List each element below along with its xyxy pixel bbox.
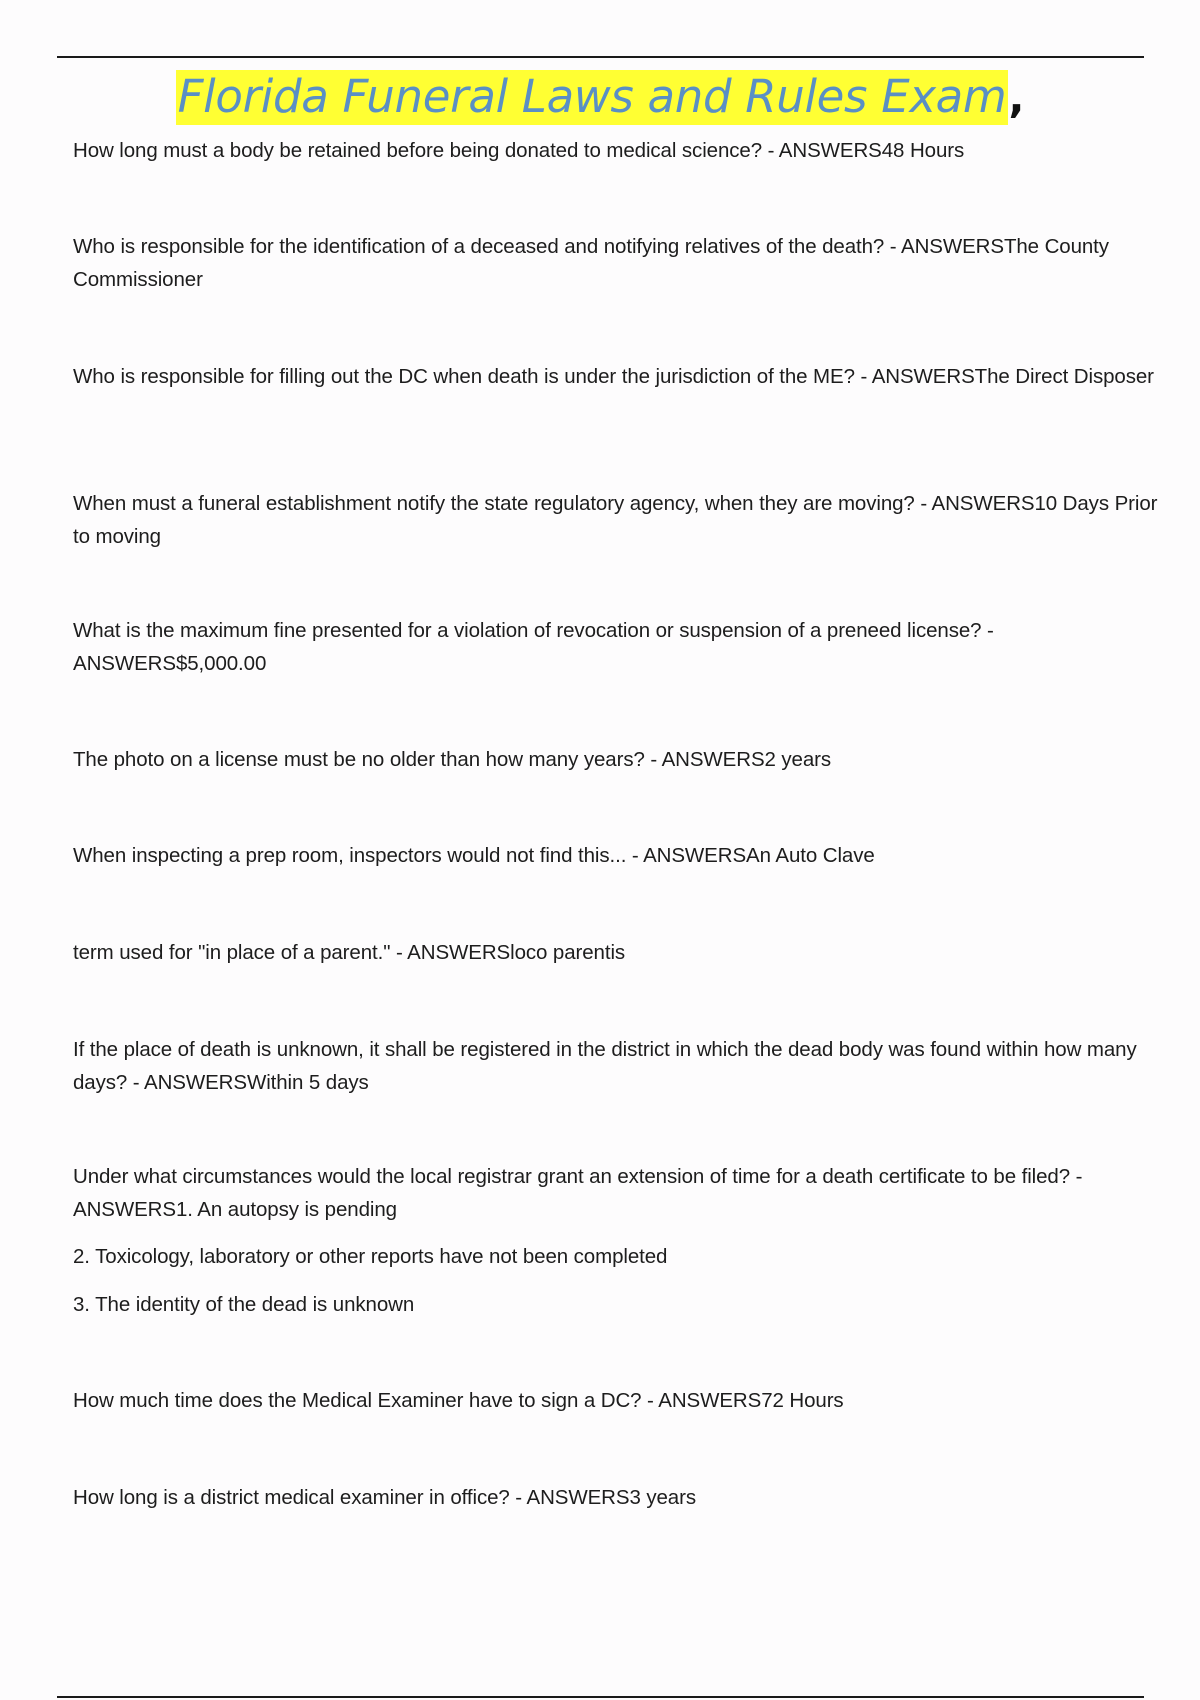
question: What is the maximum fine presented for a violation of revocation or suspension of a preneed license? - [73,619,994,642]
question: Who is responsible for filling out the DC when death is under the jurisdiction of the ME? - [73,365,872,388]
qa-item-10-extra-1: 2. Toxicology, laboratory or other reports have not been completed [73,1245,668,1268]
question: How much time does the Medical Examiner have to sign a DC? - [73,1389,659,1412]
answer: ANSWERS48 Hours [778,139,965,162]
answer: ANSWERSAn Auto Clave [643,844,875,867]
question: How long must a body be retained before being donated to medical science? - [73,139,779,162]
answer: ANSWERS3 years [526,1486,696,1509]
qa-item-8 [73,936,1163,969]
qa-item-1 [73,134,1163,167]
qa-item-10-extra-2: 3. The identity of the dead is unknown [73,1293,415,1316]
qa-item-11 [73,1384,1163,1417]
top-rule [57,56,1144,58]
qa-item-6 [73,743,1163,776]
qa-item-10 [73,1160,1163,1226]
question: How long is a district medical examiner in office? - [73,1486,527,1509]
question: term used for "in place of a parent." - [73,941,408,964]
title-row [0,70,1200,125]
question: When inspecting a prep room, inspectors would not find this... - [73,844,644,867]
qa-item-7 [73,839,1163,872]
qa-item-5 [73,614,1163,680]
answer: ANSWERS1. An autopsy is pending [73,1198,397,1221]
answer: ANSWERS2 years [661,748,832,771]
question: When must a funeral establishment notify the state regulatory agency, when they are moving? - [73,492,932,515]
question: The photo on a license must be no older than how many years? - [73,748,662,771]
bottom-rule [57,1696,1144,1698]
qa-item-4 [73,487,1163,553]
qa-item-9 [73,1033,1163,1099]
qa-item-2 [73,230,1163,296]
answer: ANSWERSWithin 5 days [144,1071,369,1094]
answer: ANSWERS72 Hours [658,1389,844,1412]
qa-item-3 [73,360,1163,393]
question: Who is responsible for the identification of a deceased and notifying relatives of the death? - [73,235,901,258]
question: Under what circumstances would the local registrar grant an extension of time for a death certificate to be filed? - [73,1165,1083,1188]
page-title: Florida Funeral Laws and Rules Exam [177,70,1007,123]
question: If the place of death is unknown, it shall be registered in the district in which the dead body was found within how many days? - [73,1038,1137,1094]
answer: ANSWERSThe County Commissioner [73,235,1109,291]
answer: ANSWERSloco parentis [407,941,626,964]
answer: ANSWERS10 Days Prior to moving [73,492,1158,548]
answer: ANSWERSThe Direct Disposer [871,365,1154,388]
answer: ANSWERS$5,000.00 [73,652,267,675]
title-suffix: , [1008,73,1025,122]
qa-item-12 [73,1481,1163,1514]
